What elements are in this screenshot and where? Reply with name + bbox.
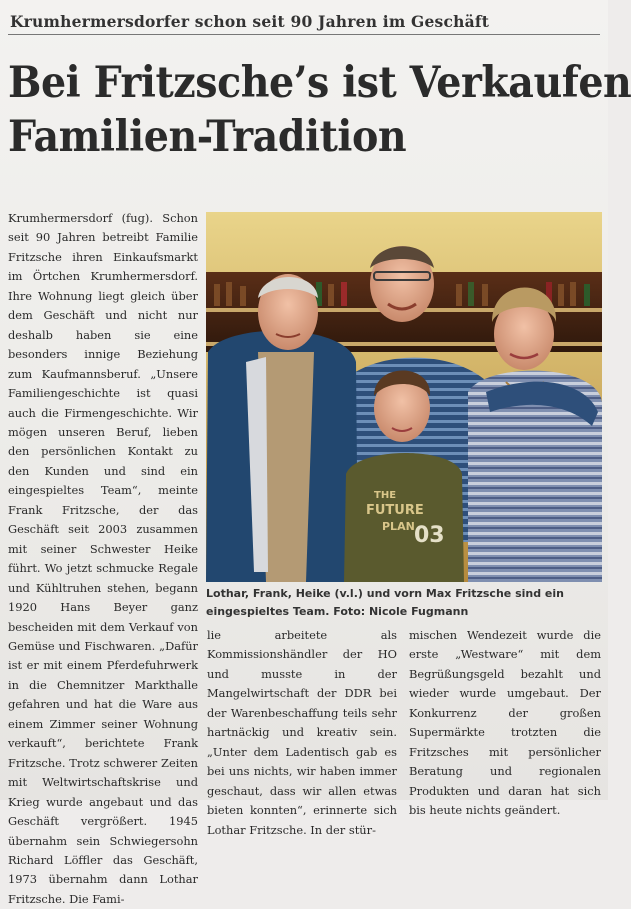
kicker-line: Krumhermersdorfer schon seit 90 Jahren im Geschäft <box>10 12 490 31</box>
article-text-col2: lie arbeitete als Kommissionshändler der HO und musste in der Mangelwirtschaft der DDR bei der Warenbeschaffung teils sehr hartnäckig und kreativ sein. „Unter dem Ladentisch gab es bei uns nichts, wir haben immer geschaut, dass wir allen etwas bieten konnten“, erinnerte sich Lothar Fritzsche. In der stür- <box>207 628 397 837</box>
family-photo <box>206 212 602 582</box>
shirt-text-1: THE <box>374 490 397 501</box>
headline <box>8 56 631 164</box>
article-column-1 <box>8 209 198 909</box>
headline-line-2: Familien-Tradition <box>8 112 407 162</box>
article-column-2 <box>207 626 397 840</box>
article-text-col3: mischen Wendezeit wurde die erste „Westware“ mit dem Begrüßungsgeld bezahlt und wieder wurde umgebaut. Der Konkurrenz der großen Supermärkte trotzten die Fritzsches mit persönlicher Beratung und regionalen Produkten und daran hat sich bis heute nichts geändert. <box>409 628 601 818</box>
headline-line-1: Bei Fritzsche’s ist Verkaufen <box>8 58 631 108</box>
article-column-3 <box>409 626 601 821</box>
shirt-text-2: FUTURE <box>366 503 424 518</box>
shirt-text-3: PLAN <box>382 520 415 533</box>
kicker-rule <box>8 34 600 35</box>
shirt-number: 03 <box>414 523 445 548</box>
photo-caption: Lothar, Frank, Heike (v.l.) und vorn Max Fritzsche sind ein eingespieltes Team. Foto: Nicole Fugmann <box>206 587 564 618</box>
article-text-col1: Krumhermersdorf (fug). Schon seit 90 Jahren betreibt Familie Fritzsche ihren Einkaufsmarkt im Örtchen Krumhermersdorf. Ihre Wohnung liegt gleich über dem Geschäft und nicht nur deshalb haben sie eine besonders innige Beziehung zum Kaufmannsberuf. „Unsere Familiengeschichte ist quasi auch die Firmengeschichte. Wir mögen unseren Beruf, lieben den persönlichen Kontakt zu den Kunden und sind ein eingespieltes Team“, meinte Frank Fritzsche, der das Geschäft seit 2003 zusammen mit seiner Schwester Heike führt. Wo jetzt schmucke Regale und Kühltruhen stehen, begann 1920 Hans Beyer ganz bescheiden mit dem Verkauf von Gemüse und Fischwaren. „Dafür ist er mit einem Pferdefuhrwerk in die Chemnitzer Markthalle gefahren und hat die Ware aus einem Zimmer seiner Wohnung verkauft“, berichtete Frank Fritzsche. Trotz schwerer Zeiten mit Weltwirtschaftskrise und Krieg wurde angebaut und das Geschäft vergrößert. 1945 übernahm sein Schwiegersohn Richard Löffler das Geschäft, 1973 übernahm dann Lothar Fritzsche. Die Fami- <box>8 211 198 906</box>
